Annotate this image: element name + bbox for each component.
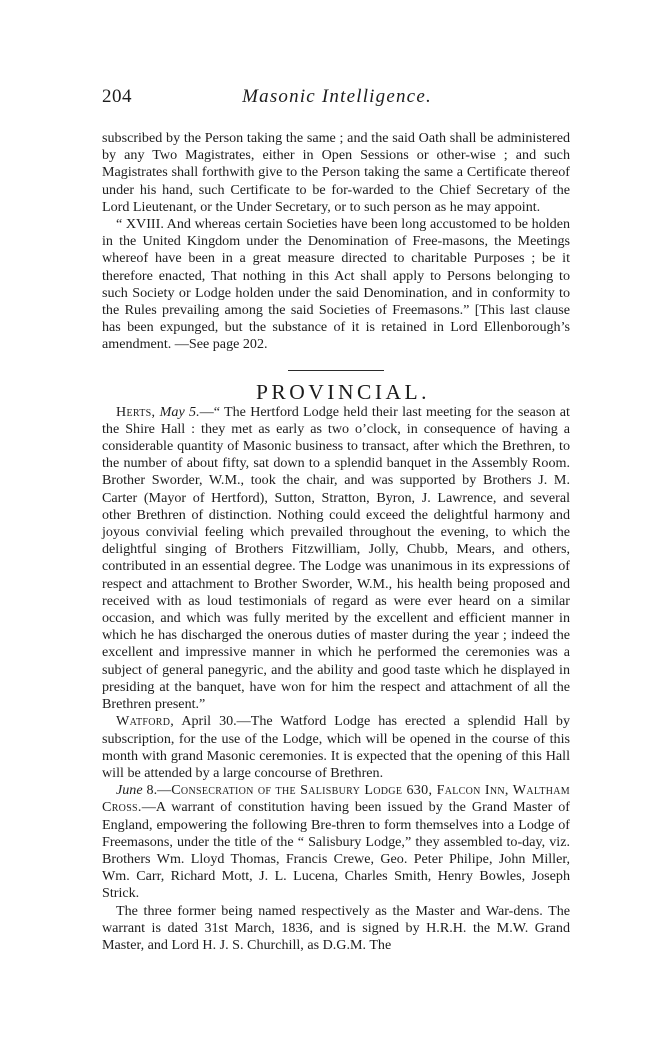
heading-consecration: Consecration of the Salisbury Lodge 630, Falcon Inn, Waltham Cross. xyxy=(102,782,570,816)
paragraph-herts xyxy=(102,404,570,714)
text-watford: April 30.—The Watford Lodge has erected a splendid Hall by subscription, for the use of the Lodge, which will be opened in the course of this month with grand Masonic ceremonies. It is expected that the opening of this Hall will be attended by a large concourse of Brethren. xyxy=(102,713,570,781)
paragraph-warrant: The three former being named respectively as the Master and War-dens. The warrant is dated 31st March, 1836, and is signed by H.R.H. the M.W. Grand Master, and Lord H. J. S. Churchill, as D.G.M. The xyxy=(102,902,570,953)
body-text xyxy=(102,130,570,954)
running-head xyxy=(102,86,572,112)
section-divider xyxy=(288,370,384,371)
place-herts: Herts, xyxy=(116,403,156,420)
text-june-a: 8.— xyxy=(142,782,172,799)
paragraph-june xyxy=(102,782,570,902)
date-june: June xyxy=(116,782,143,799)
paragraph-oath: subscribed by the Person taking the same ; and the said Oath shall be administered by any Two Magistrates, either in Open Sessions or other-wise ; and such Magistrates shall forthwith give to the Person taking the same a Certificate thereof under his hand, such Certificate to be for-warded to the Chief Secretary of the Lord Lieutenant, or the Under Secretary, or to such person as he may appoint. xyxy=(102,130,570,215)
place-watford: Watford, xyxy=(116,713,175,730)
text-june-b: —A warrant of constitution having been issued by the Grand Master of England, empowering the following Bre-thren to form themselves into a Lodge of Freemasons, under the title of the “ Salisbury Lodge,” they assembled to-day, viz. Brothers Wm. Lloyd Thomas, Francis Crewe, Geo. Peter Philipe, John Miller, Wm. Carr, Richard Mott, J. L. Lucena, Charles Smith, Henry Bowles, Joseph Strick. xyxy=(102,799,570,902)
running-title: Masonic Intelligence. xyxy=(242,86,432,107)
section-title-provincial: PROVINCIAL. xyxy=(255,379,431,404)
text-herts: —“ The Hertford Lodge held their last meeting for the season at the Shire Hall : they met as early as two o’clock, in consequence of having a considerable quantity of Masonic business to transact, after which the Brethren, to the number of about fifty, sat down to a splendid banquet in the Assembly Room. Brother Sworder, W.M., took the chair, and was supported by Brothers J. M. Carter (Mayor of Hertford), Sutton, Stratton, Byron, J. Lawrence, and several other Brethren of distinction. Nothing could exceed the delightful harmony and joyous convivial feeling which prevailed throughout the evening, to which the delightful singing of Brothers Fitzwilliam, Jolly, Chubb, Mears, and others, contributed in an essential degree. The Lodge was unanimous in its expressions of respect and attachment to Brother Sworder, W.M., his health being proposed and received with as loud testimonials of regard as were ever heard on a similar occasion, and which was fully merited by the excellent and efficient manner in which he has discharged the onerous duties of master during the year ; indeed the excellent and impressive manner in which he performed the ceremonies was a subject of general panegyric, and the ability and good taste which he displayed in presiding at the banquet, have won for him the respect and attachment of all the Brethren present.” xyxy=(102,403,570,713)
page-number: 204 xyxy=(102,86,132,107)
date-herts: May 5. xyxy=(159,403,200,420)
paragraph-watford xyxy=(102,713,570,782)
paragraph-clause-xviii: “ XVIII. And whereas certain Societies have been long accustomed to be holden in the United Kingdom under the Denomination of Free-masons, the Meetings whereof have been in a great measure directed to charitable Purposes ; be it therefore enacted, That nothing in this Act shall apply to Persons belonging to such Society or Lodge holden under the said Denomination, and in conformity to the Rules prevailing among the said Societies of Freemasons.” [This last clause has been expunged, but the substance of it is retained in Lord Ellenborough’s amendment. —See page 202. xyxy=(102,216,570,353)
